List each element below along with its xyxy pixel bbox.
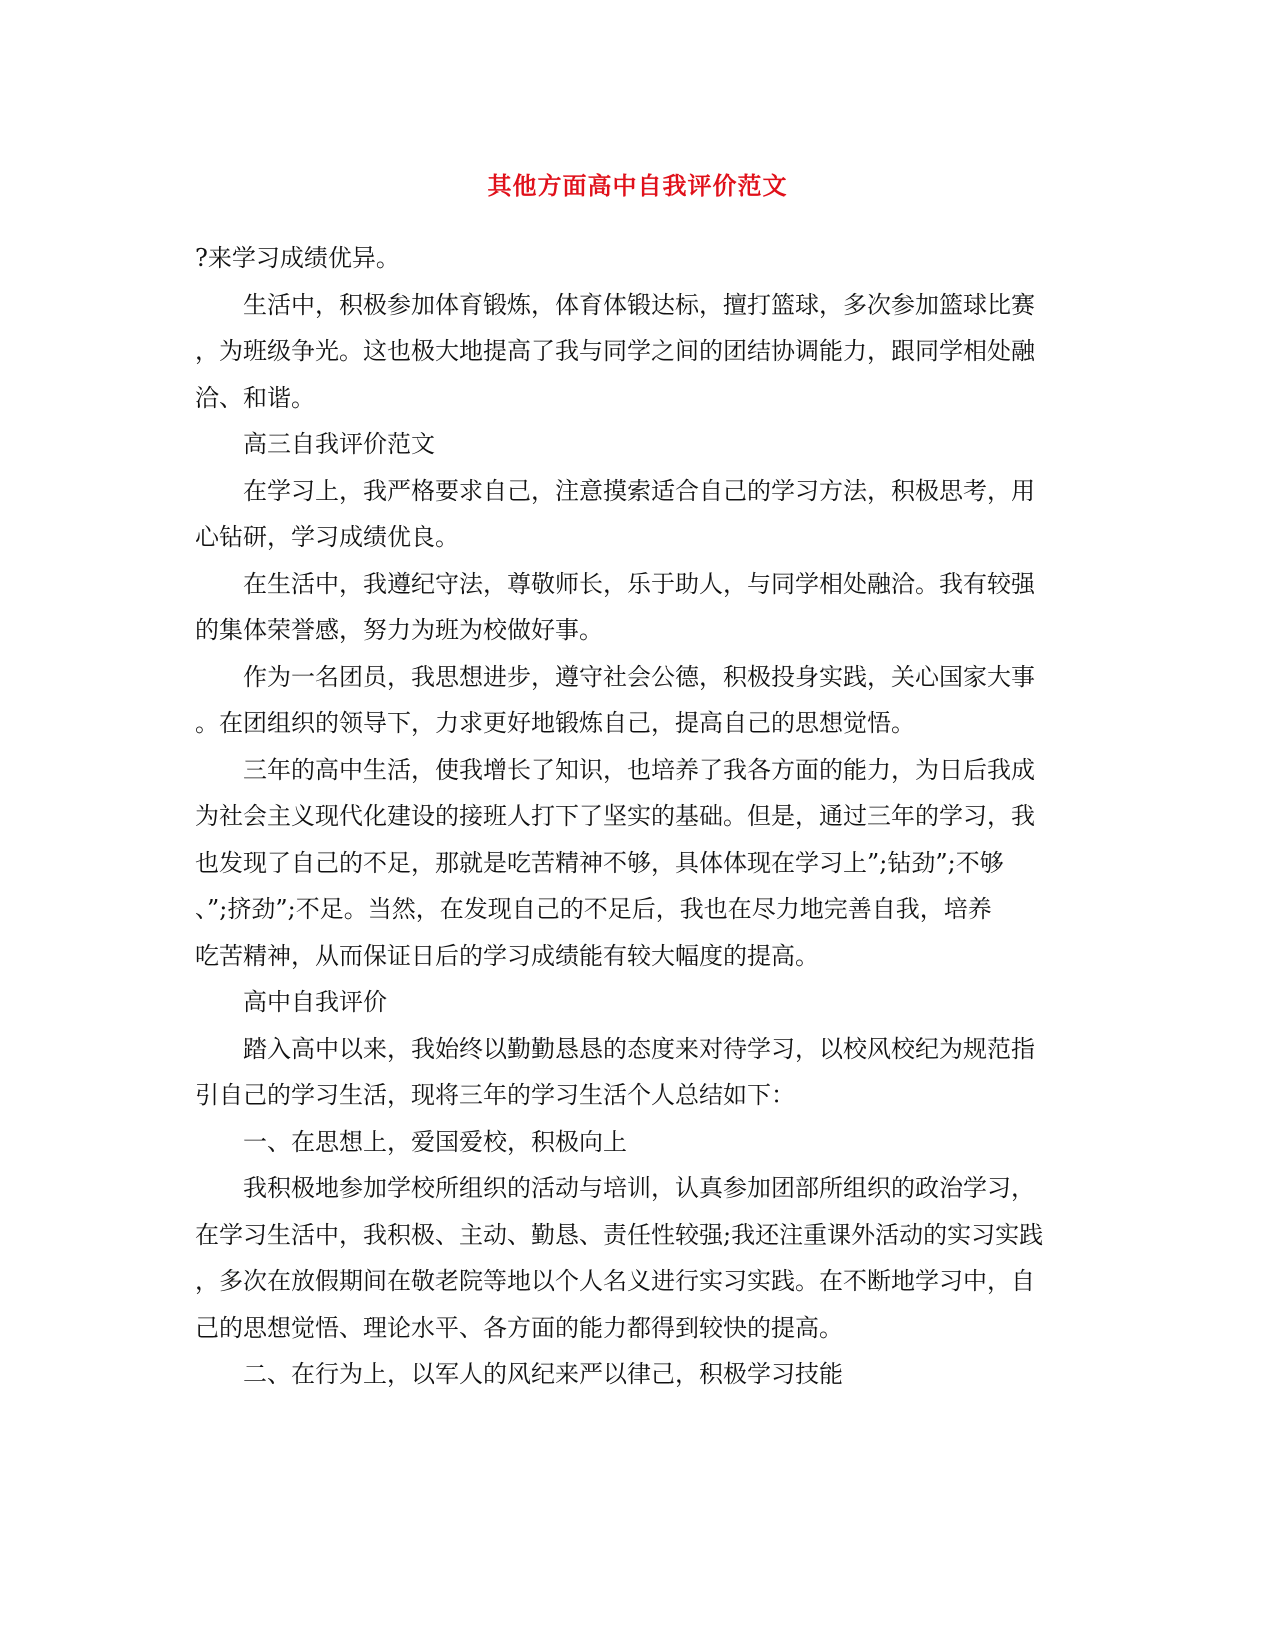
- text-line: 在学习上，我严格要求自己，注意摸索适合自己的学习方法，积极思考，用: [243, 477, 1035, 505]
- text-line: 。在团组织的领导下，力求更好地锻炼自己，提高自己的思想觉悟。: [195, 709, 915, 737]
- text-line: 高中自我评价: [243, 988, 387, 1016]
- text-line: 也发现了自己的不足，那就是吃苦精神不够，具体体现在学习上”;钻劲”;不够: [195, 849, 1004, 877]
- text-line: 、”;挤劲”;不足。当然，在发现自己的不足后，我也在尽力地完善自我，培养: [195, 895, 992, 923]
- text-line: 踏入高中以来，我始终以勤勤恳恳的态度来对待学习，以校风校纪为规范指: [243, 1035, 1035, 1063]
- text-line: 在生活中，我遵纪守法，尊敬师长，乐于助人，与同学相处融洽。我有较强: [243, 570, 1035, 598]
- text-line: ?来学习成绩优异。: [195, 244, 400, 272]
- text-line: 心钻研，学习成绩优良。: [195, 523, 459, 551]
- text-line: 高三自我评价范文: [243, 430, 435, 458]
- text-line: 我积极地参加学校所组织的活动与培训，认真参加团部所组织的政治学习，: [243, 1174, 1035, 1202]
- text-line: 吃苦精神，从而保证日后的学习成绩能有较大幅度的提高。: [195, 942, 819, 970]
- document-title: 其他方面高中自我评价范文: [487, 171, 788, 200]
- text-line: 在学习生活中，我积极、主动、勤恳、责任性较强;我还注重课外活动的实习实践: [195, 1221, 1044, 1249]
- text-line: 洽、和谐。: [195, 384, 315, 412]
- text-line: 己的思想觉悟、理论水平、各方面的能力都得到较快的提高。: [195, 1314, 843, 1342]
- text-line: 生活中，积极参加体育锻炼，体育体锻达标，擅打篮球，多次参加篮球比赛: [243, 291, 1035, 319]
- text-line: 二、在行为上，以军人的风纪来严以律己，积极学习技能: [243, 1360, 843, 1388]
- text-line: 引自己的学习生活，现将三年的学习生活个人总结如下：: [195, 1081, 795, 1109]
- text-line: ，多次在放假期间在敬老院等地以个人名义进行实习实践。在不断地学习中，自: [195, 1267, 1035, 1295]
- text-line: 的集体荣誉感，努力为班为校做好事。: [195, 616, 603, 644]
- text-line: 三年的高中生活，使我增长了知识，也培养了我各方面的能力，为日后我成: [243, 756, 1035, 784]
- text-line: 为社会主义现代化建设的接班人打下了坚实的基础。但是，通过三年的学习，我: [195, 802, 1035, 830]
- text-line: 一、在思想上，爱国爱校，积极向上: [243, 1128, 627, 1156]
- text-line: ，为班级争光。这也极大地提高了我与同学之间的团结协调能力，跟同学相处融: [195, 337, 1035, 365]
- text-line: 作为一名团员，我思想进步，遵守社会公德，积极投身实践，关心国家大事: [243, 663, 1035, 691]
